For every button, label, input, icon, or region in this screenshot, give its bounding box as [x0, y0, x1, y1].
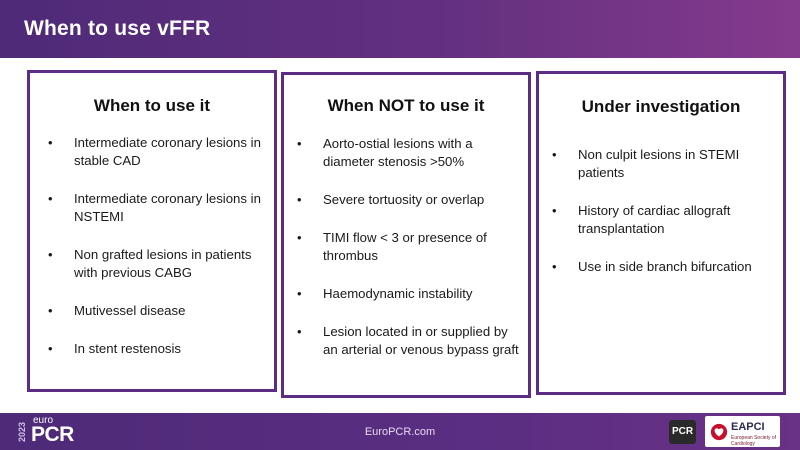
list-item-text: Intermediate coronary lesions in stable CAD: [74, 135, 261, 168]
list-item: [284, 229, 520, 265]
list-item-text: Use in side branch bifurcation: [578, 259, 752, 274]
heart-icon: [710, 423, 728, 441]
list-item-text: Severe tortuosity or overlap: [323, 192, 485, 207]
list-item: [539, 258, 775, 276]
panel-when-to-use: [27, 70, 277, 392]
footer-url-link[interactable]: EuroPCR.com: [364, 426, 436, 438]
europcr-logo: PCR: [31, 423, 74, 446]
list-item-text: Non grafted lesions in patients with previous CABG: [74, 247, 252, 280]
logo-euro-text: euro: [33, 415, 54, 426]
list-item: [30, 302, 266, 320]
pcr-badge-logo: PCR: [669, 420, 696, 444]
bullet-list: [284, 135, 520, 379]
slide-header: [0, 0, 800, 58]
list-item-text: Non culpit lesions in STEMI patients: [578, 147, 740, 180]
panel-title: When NOT to use it: [327, 96, 485, 115]
bullet-icon: •: [297, 324, 302, 339]
bullet-icon: •: [297, 192, 302, 207]
list-item: [284, 135, 520, 171]
list-item-text: Intermediate coronary lesions in NSTEMI: [74, 191, 261, 224]
list-item: [284, 191, 520, 209]
panel-title: Under investigation: [581, 97, 741, 116]
panel-title: When to use it: [93, 96, 211, 115]
list-item: [284, 323, 520, 359]
list-item-text: Mutivessel disease: [74, 303, 186, 318]
panel-when-not-to-use: [281, 72, 531, 398]
bullet-icon: •: [552, 259, 557, 274]
list-item-text: History of cardiac allograft transplantation: [578, 203, 731, 236]
list-item-text: TIMI flow < 3 or presence of thrombus: [323, 230, 487, 263]
bullet-icon: •: [552, 147, 557, 162]
bullet-icon: •: [48, 135, 53, 150]
list-item: [539, 202, 775, 238]
eapci-subtitle: European Society of Cardiology: [731, 435, 777, 447]
bullet-icon: •: [297, 136, 302, 151]
panel-under-investigation: [536, 71, 786, 395]
eapci-logo: [705, 416, 780, 447]
slide-title: When to use vFFR: [24, 17, 211, 40]
list-item-text: Lesion located in or supplied by an arterial or venous bypass graft: [323, 324, 519, 357]
list-item-text: Haemodynamic instability: [323, 286, 473, 301]
bullet-icon: •: [552, 203, 557, 218]
list-item: [30, 134, 266, 170]
bullet-icon: •: [297, 286, 302, 301]
bullet-icon: •: [48, 341, 53, 356]
bullet-icon: •: [48, 247, 53, 262]
bullet-icon: •: [297, 230, 302, 245]
bullet-list: [539, 146, 775, 296]
bullet-list: [30, 134, 266, 378]
list-item-text: Aorto-ostial lesions with a diameter stenosis >50%: [323, 136, 473, 169]
slide-footer: [0, 413, 800, 450]
list-item: [539, 146, 775, 182]
list-item: [284, 285, 520, 303]
logo-year: 2023: [17, 421, 27, 443]
list-item: [30, 246, 266, 282]
eapci-label: EAPCI: [731, 421, 765, 433]
bullet-icon: •: [48, 191, 53, 206]
list-item-text: In stent restenosis: [74, 341, 182, 356]
bullet-icon: •: [48, 303, 53, 318]
list-item: [30, 340, 266, 358]
list-item: [30, 190, 266, 226]
